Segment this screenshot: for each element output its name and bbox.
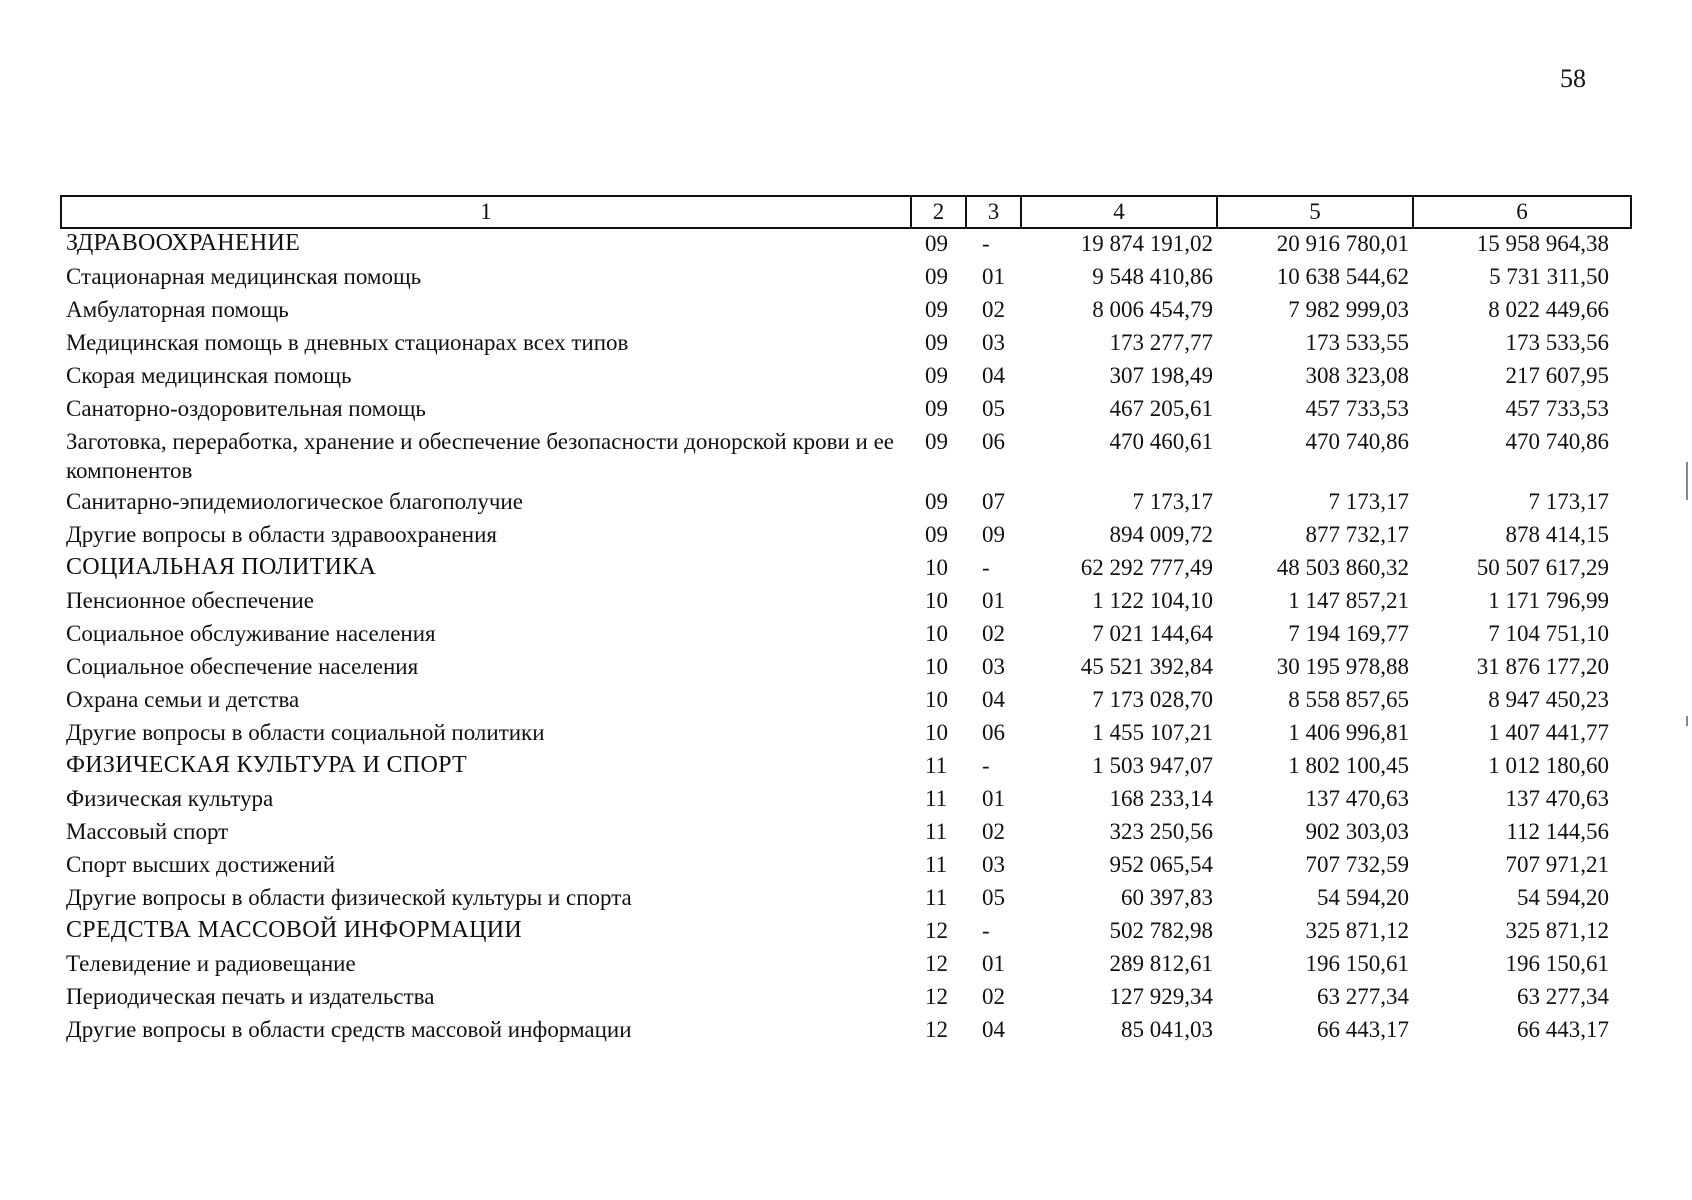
table-row <box>61 784 1631 817</box>
row-section-code: 12 <box>925 1017 948 1042</box>
row-section-code: 10 <box>925 654 948 679</box>
row-value-col-4: 62 292 777,49 <box>1080 555 1213 580</box>
table-body <box>61 228 1631 1048</box>
row-value-col-4: 1 122 104,10 <box>1092 588 1213 613</box>
row-section-code: 11 <box>925 786 948 811</box>
row-section-code: 09 <box>925 264 948 289</box>
row-section-code: 09 <box>925 231 948 256</box>
row-name: Скорая медицинская помощь <box>66 363 352 388</box>
row-name: Амбулаторная помощь <box>66 297 289 322</box>
row-value-col-6: 1 171 796,99 <box>1488 588 1609 613</box>
row-section-code: 09 <box>925 396 948 421</box>
row-value-col-5: 1 802 100,45 <box>1288 753 1409 778</box>
row-value-col-6: 878 414,15 <box>1505 522 1609 547</box>
row-value-col-5: 196 150,61 <box>1305 951 1409 976</box>
row-section-code: 10 <box>925 621 948 646</box>
scan-edge-mark <box>1686 462 1688 500</box>
table-section-row <box>61 751 1631 784</box>
row-subsection-code: 06 <box>982 720 1005 745</box>
row-value-col-6: 54 594,20 <box>1517 885 1609 910</box>
row-name: Заготовка, переработка, хранение и обеспечение безопасности донорской крови и ее компонентов <box>66 429 895 483</box>
row-value-col-5: 8 558 857,65 <box>1288 687 1409 712</box>
row-name: Пенсионное обеспечение <box>66 588 314 613</box>
row-section-code: 10 <box>925 687 948 712</box>
row-value-col-5: 173 533,55 <box>1305 330 1409 355</box>
table-section-row <box>61 553 1631 586</box>
row-value-col-5: 7 173,17 <box>1328 489 1409 514</box>
row-value-col-6: 173 533,56 <box>1505 330 1609 355</box>
header-col-4: 4 <box>1021 196 1217 228</box>
table-row <box>61 328 1631 361</box>
header-col-1: 1 <box>61 196 911 228</box>
row-subsection-code: 06 <box>982 429 1005 454</box>
row-name: Другие вопросы в области физической культуры и спорта <box>66 885 632 910</box>
row-section-code: 10 <box>925 555 948 580</box>
header-col-5: 5 <box>1217 196 1413 228</box>
table-row <box>61 487 1631 520</box>
row-value-col-6: 1 012 180,60 <box>1488 753 1609 778</box>
row-section-code: 12 <box>925 951 948 976</box>
table-row <box>61 361 1631 394</box>
table-row <box>61 817 1631 850</box>
row-value-col-6: 707 971,21 <box>1505 852 1609 877</box>
row-subsection-code: 05 <box>982 396 1005 421</box>
page-number: 58 <box>1560 64 1586 93</box>
row-name: ЗДРАВООХРАНЕНИЕ <box>66 230 301 256</box>
row-value-col-6: 63 277,34 <box>1517 984 1609 1009</box>
table-row <box>61 1015 1631 1048</box>
row-value-col-5: 63 277,34 <box>1317 984 1409 1009</box>
row-name: СРЕДСТВА МАССОВОЙ ИНФОРМАЦИИ <box>66 917 523 943</box>
table-section-row <box>61 916 1631 949</box>
row-value-col-5: 7 194 169,77 <box>1288 621 1409 646</box>
row-value-col-4: 7 173,17 <box>1132 489 1213 514</box>
row-value-col-6: 1 407 441,77 <box>1488 720 1609 745</box>
row-value-col-4: 9 548 410,86 <box>1092 264 1213 289</box>
table-row <box>61 427 1631 487</box>
row-subsection-code: 01 <box>982 264 1005 289</box>
table-row <box>61 718 1631 751</box>
row-section-code: 10 <box>925 720 948 745</box>
row-subsection-code: 01 <box>982 786 1005 811</box>
header-col-2: 2 <box>911 196 966 228</box>
row-section-code: 10 <box>925 588 948 613</box>
row-value-col-4: 323 250,56 <box>1109 819 1213 844</box>
row-value-col-4: 952 065,54 <box>1109 852 1213 877</box>
row-value-col-4: 1 503 947,07 <box>1092 753 1213 778</box>
row-section-code: 11 <box>925 885 948 910</box>
row-value-col-6: 15 958 964,38 <box>1476 231 1609 256</box>
row-name: Телевидение и радиовещание <box>66 951 356 976</box>
row-name: Стационарная медицинская помощь <box>66 264 422 289</box>
row-value-col-5: 30 195 978,88 <box>1276 654 1409 679</box>
row-name: Санитарно-эпидемиологическое благополучие <box>66 489 523 514</box>
row-subsection-code: 03 <box>982 852 1005 877</box>
row-subsection-code: 04 <box>982 687 1005 712</box>
row-name: Периодическая печать и издательства <box>66 984 435 1009</box>
row-value-col-5: 470 740,86 <box>1305 429 1409 454</box>
row-section-code: 09 <box>925 297 948 322</box>
row-name: Массовый спорт <box>66 819 229 844</box>
row-section-code: 09 <box>925 522 948 547</box>
row-value-col-6: 196 150,61 <box>1505 951 1609 976</box>
row-value-col-5: 20 916 780,01 <box>1276 231 1409 256</box>
row-value-col-4: 289 812,61 <box>1109 951 1213 976</box>
row-name: Социальное обслуживание населения <box>66 621 436 646</box>
row-subsection-code: - <box>982 231 990 256</box>
row-value-col-4: 307 198,49 <box>1109 363 1213 388</box>
row-value-col-5: 308 323,08 <box>1305 363 1409 388</box>
table-row <box>61 685 1631 718</box>
table-row <box>61 850 1631 883</box>
row-value-col-6: 7 104 751,10 <box>1488 621 1609 646</box>
row-subsection-code: 07 <box>982 489 1005 514</box>
header-col-6: 6 <box>1413 196 1631 228</box>
row-subsection-code: 04 <box>982 1017 1005 1042</box>
row-name: Спорт высших достижений <box>66 852 336 877</box>
row-subsection-code: 04 <box>982 363 1005 388</box>
budget-table <box>60 195 1632 1048</box>
row-subsection-code: 02 <box>982 819 1005 844</box>
row-section-code: 09 <box>925 363 948 388</box>
row-value-col-5: 54 594,20 <box>1317 885 1409 910</box>
row-value-col-5: 48 503 860,32 <box>1276 555 1409 580</box>
row-name: СОЦИАЛЬНАЯ ПОЛИТИКА <box>66 554 377 580</box>
row-subsection-code: - <box>982 555 990 580</box>
row-value-col-5: 7 982 999,03 <box>1288 297 1409 322</box>
row-value-col-6: 8 022 449,66 <box>1488 297 1609 322</box>
row-value-col-6: 7 173,17 <box>1528 489 1609 514</box>
table-row <box>61 652 1631 685</box>
table-section-row <box>61 228 1631 262</box>
row-subsection-code: 02 <box>982 297 1005 322</box>
row-section-code: 09 <box>925 429 948 454</box>
row-subsection-code: 02 <box>982 621 1005 646</box>
table-row <box>61 949 1631 982</box>
row-value-col-6: 8 947 450,23 <box>1488 687 1609 712</box>
row-section-code: 11 <box>925 852 948 877</box>
row-section-code: 11 <box>925 753 948 778</box>
scan-edge-mark <box>1686 716 1688 726</box>
row-value-col-6: 325 871,12 <box>1505 918 1609 943</box>
row-name: Физическая культура <box>66 786 274 811</box>
row-section-code: 11 <box>925 819 948 844</box>
row-value-col-4: 85 041,03 <box>1121 1017 1213 1042</box>
row-name: Другие вопросы в области социальной политики <box>66 720 545 745</box>
row-value-col-5: 877 732,17 <box>1305 522 1409 547</box>
row-value-col-6: 66 443,17 <box>1517 1017 1609 1042</box>
row-value-col-4: 467 205,61 <box>1109 396 1213 421</box>
table-row <box>61 295 1631 328</box>
row-value-col-4: 60 397,83 <box>1121 885 1213 910</box>
row-value-col-4: 470 460,61 <box>1109 429 1213 454</box>
row-name: Охрана семьи и детства <box>66 687 300 712</box>
row-value-col-5: 137 470,63 <box>1305 786 1409 811</box>
table-header-row <box>61 196 1631 228</box>
row-name: Другие вопросы в области средств массовой информации <box>66 1017 632 1042</box>
row-value-col-5: 457 733,53 <box>1305 396 1409 421</box>
row-section-code: 12 <box>925 984 948 1009</box>
row-value-col-5: 707 732,59 <box>1305 852 1409 877</box>
row-value-col-4: 19 874 191,02 <box>1080 231 1213 256</box>
row-subsection-code: 03 <box>982 330 1005 355</box>
row-name: ФИЗИЧЕСКАЯ КУЛЬТУРА И СПОРТ <box>66 752 467 778</box>
table-row <box>61 586 1631 619</box>
table-row <box>61 262 1631 295</box>
table-row <box>61 619 1631 652</box>
row-value-col-4: 894 009,72 <box>1109 522 1213 547</box>
row-subsection-code: 09 <box>982 522 1005 547</box>
header-col-3: 3 <box>966 196 1021 228</box>
row-section-code: 09 <box>925 489 948 514</box>
row-value-col-6: 31 876 177,20 <box>1476 654 1609 679</box>
row-value-col-4: 127 929,34 <box>1109 984 1213 1009</box>
row-value-col-6: 5 731 311,50 <box>1489 264 1609 289</box>
row-subsection-code: - <box>982 753 990 778</box>
row-value-col-6: 217 607,95 <box>1505 363 1609 388</box>
row-value-col-4: 168 233,14 <box>1109 786 1213 811</box>
row-value-col-5: 902 303,03 <box>1305 819 1409 844</box>
row-value-col-4: 173 277,77 <box>1109 330 1213 355</box>
row-subsection-code: 01 <box>982 951 1005 976</box>
row-name: Другие вопросы в области здравоохранения <box>66 522 497 547</box>
row-value-col-6: 112 144,56 <box>1506 819 1609 844</box>
table-row <box>61 883 1631 916</box>
row-value-col-6: 457 733,53 <box>1505 396 1609 421</box>
row-value-col-4: 7 173 028,70 <box>1092 687 1213 712</box>
row-value-col-5: 10 638 544,62 <box>1276 264 1409 289</box>
row-section-code: 09 <box>925 330 948 355</box>
row-value-col-6: 470 740,86 <box>1505 429 1609 454</box>
row-name: Санаторно-оздоровительная помощь <box>66 396 426 421</box>
row-subsection-code: 02 <box>982 984 1005 1009</box>
row-value-col-6: 50 507 617,29 <box>1476 555 1609 580</box>
row-value-col-4: 502 782,98 <box>1109 918 1213 943</box>
row-value-col-5: 1 147 857,21 <box>1288 588 1409 613</box>
row-value-col-4: 7 021 144,64 <box>1092 621 1213 646</box>
row-value-col-4: 45 521 392,84 <box>1080 654 1213 679</box>
row-value-col-5: 1 406 996,81 <box>1288 720 1409 745</box>
row-subsection-code: 05 <box>982 885 1005 910</box>
row-name: Медицинская помощь в дневных стационарах всех типов <box>66 330 629 355</box>
table-row <box>61 520 1631 553</box>
row-subsection-code: 03 <box>982 654 1005 679</box>
table-row <box>61 394 1631 427</box>
row-section-code: 12 <box>925 918 948 943</box>
row-name: Социальное обеспечение населения <box>66 654 419 679</box>
row-value-col-5: 325 871,12 <box>1305 918 1409 943</box>
row-subsection-code: - <box>982 918 990 943</box>
row-value-col-4: 1 455 107,21 <box>1092 720 1213 745</box>
table-row <box>61 982 1631 1015</box>
row-value-col-6: 137 470,63 <box>1505 786 1609 811</box>
row-value-col-4: 8 006 454,79 <box>1092 297 1213 322</box>
row-value-col-5: 66 443,17 <box>1317 1017 1409 1042</box>
row-subsection-code: 01 <box>982 588 1005 613</box>
